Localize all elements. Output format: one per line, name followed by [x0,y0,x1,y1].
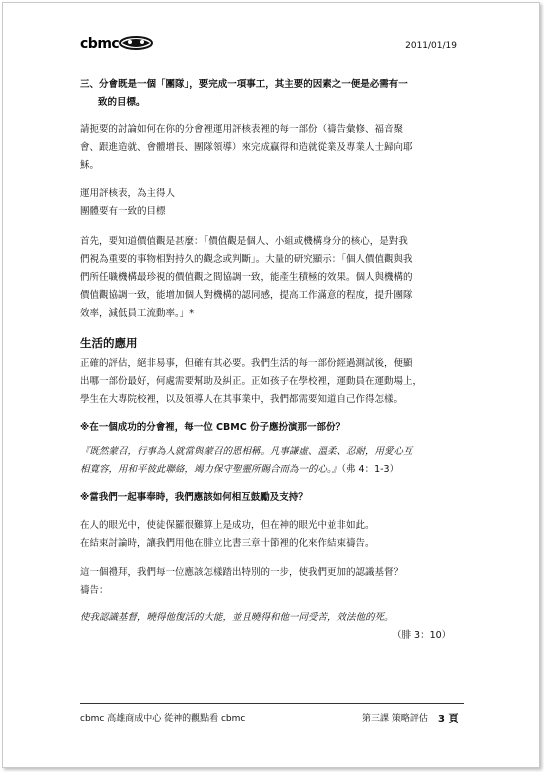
logo-text: cbmc [80,36,120,52]
footer-lesson: 第三課 策略評估 [362,714,428,724]
q2-line3: 這一個禮拜，我們每一位應該怎樣踏出特別的一步，使我們更加的認識基督？ [80,567,404,578]
life-heading: 生活的應用 [80,336,138,350]
q2-verse-ref: （腓 3：10） [392,630,452,641]
para2-line5: 效率，減低員工流動率。」* [80,308,195,319]
life-line2: 出哪一部份最好，何處需要幫助及糾正。正如孩子在學校裡，運動員在運動場上， [80,376,423,387]
q2-heading: ※當我們一起事奉時，我們應該如何相互鼓勵及支持？ [80,492,308,503]
q2-verse: 使我認識基督，曉得他復活的大能，並且曉得和他一同受苦，效法他的死。 [80,612,394,623]
document-date: 2011/01/19 [405,41,457,51]
q2-line2: 在結束討論時，讓我們用他在腓立比書三章十節裡的化來作結束禱告。 [80,538,375,549]
cbmc-logo [80,34,166,52]
life-line3: 學生在大專院校裡，以及領導人在其事業中，我們都需要知道自己作得怎樣。 [80,394,404,405]
para2-line4: 價值觀協調一致，能增加個人對機構的認同感，提高工作滿意的程度，提升團隊 [80,290,413,301]
q1-verse-line2: 相寬容，用和平彼此聯絡，竭力保守聖靈所賜合而為一的心。』 [80,464,342,475]
q1-verse-ref: （弗 4：1-3） [341,464,400,475]
footer-left: cbmc 高雄商成中心 從神的觀點看 cbmc [80,714,246,724]
note-line1: 運用評核表，為主得人 [80,188,176,199]
note-line2: 團體要有一致的目標 [80,206,166,217]
footer-page-number: 3 頁 [438,714,459,725]
q1-verse-line1: 『既然蒙召，行事為人就當與蒙召的恩相稱。凡事謙虛、溫柔、忍耐，用愛心互 [80,446,413,457]
para1-line3: 穌。 [80,160,100,171]
para1-line2: 會、跟進造就、會體增長、團隊領導）來完成贏得和造就從業及專業人士歸向耶 [80,142,413,153]
para1-line1: 請扼要的討論如何在你的分會裡運用評核表裡的每一部份（禱告彙修、福音聚 [80,124,404,135]
footer-divider [80,703,464,704]
section3-heading-line2: 致的目標。 [98,97,146,108]
q2-line4: 禱告： [80,585,109,596]
para2-line1: 首先，要知道價值觀是甚麼：「價值觀是個人、小組或機構身分的核心，是對我 [80,236,408,247]
q2-line1: 在人的眼光中，使徒保羅很難算上是成功，但在神的眼光中並非如此。 [80,520,375,531]
q1-heading: ※在一個成功的分會裡，每一位 CBMC 份子應扮演那一部份？ [80,422,345,433]
para2-line3: 們所任職機構最珍視的價值觀之間協調一致，能產生積極的效果。個人與機構的 [80,272,413,283]
para2-line2: 們視為重要的事物相對持久的觀念或判斷」。大量的研究顯示：「個人價值觀與我 [80,254,413,265]
section3-heading-line1: 三、分會既是一個「團隊」，要完成一項事工，其主要的因素之一便是必需有一 [80,79,408,90]
life-line1: 正確的評估，絕非易事，但確有其必要。我們生活的每一部份經過測試後，便顯 [80,358,413,369]
q1-verse-line2-wrap [80,462,399,478]
